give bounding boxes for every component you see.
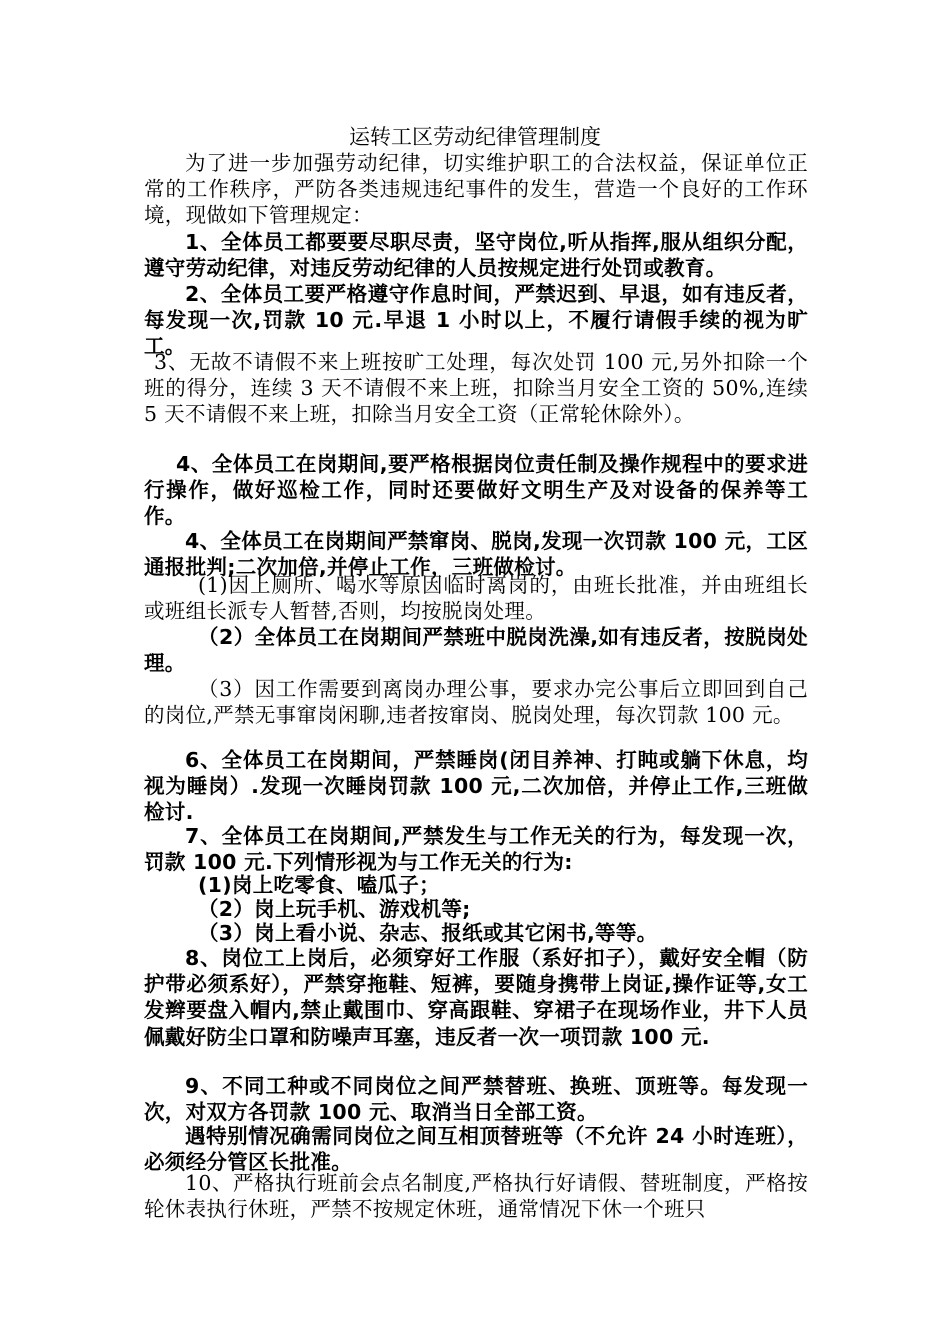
- rule-7-paragraph: 7、全体员工在岗期间,严禁发生与工作无关的行为，每发现一次，罚款 100 元.下列情形视为与工作无关的行为:: [144, 824, 808, 875]
- rule-1-paragraph: 1、全体员工都要要尽职尽责，坚守岗位,听从指挥,服从组织分配，遵守劳动纪律，对违反劳动纪律的人员按规定进行处罚或教育。: [144, 230, 808, 281]
- rule-7-item-3: （3）岗上看小说、杂志、报纸或其它闲书,等等。: [198, 921, 658, 945]
- rule-4b-item-3: （3）因工作需要到离岗办理公事，要求办完公事后立即回到自己的岗位,严禁无事窜岗闲聊,违者按窜岗、脱岗处理，每次罚款 100 元。: [144, 677, 808, 728]
- document-title: 运转工区劳动纪律管理制度: [349, 125, 601, 149]
- rule-10-paragraph: 10、严格执行班前会点名制度,严格执行好请假、替班制度，严格按轮休表执行休班，严禁不按规定休班，通常情况下休一个班只: [144, 1171, 808, 1222]
- rule-9-paragraph: 9、不同工种或不同岗位之间严禁替班、换班、顶班等。每发现一次，对双方各罚款 100 元、取消当日全部工资。: [144, 1074, 808, 1125]
- rule-4b-paragraph: 4、全体员工在岗期间严禁窜岗、脱岗,发现一次罚款 100 元，工区通报批判;二次加倍,并停止工作，三班做检讨。: [144, 529, 808, 580]
- rule-7-item-2: （2）岗上玩手机、游戏机等;: [198, 897, 471, 921]
- rule-7-item-1: (1)岗上吃零食、嗑瓜子；: [198, 873, 440, 897]
- rule-4b-item-2: （2）全体员工在岗期间严禁班中脱岗洗澡,如有违反者，按脱岗处理。: [144, 625, 808, 676]
- rule-4a-paragraph: 4、全体员工在岗期间,要严格根据岗位责任制及操作规程中的要求进行操作，做好巡检工作，同时还要做好文明生产及对设备的保养等工作。: [144, 452, 808, 529]
- rule-9-exception-paragraph: 遇特别情况确需同岗位之间互相顶替班等（不允许 24 小时连班），必须经分管区长批准。: [144, 1124, 808, 1175]
- rule-6-paragraph: 6、全体员工在岗期间，严禁睡岗(闭目养神、打盹或躺下休息，均视为睡岗）.发现一次睡岗罚款 100 元,二次加倍，并停止工作,三班做检讨.: [144, 748, 808, 825]
- intro-paragraph: 为了进一步加强劳动纪律，切实维护职工的合法权益，保证单位正常的工作秩序，严防各类违规违纪事件的发生，营造一个良好的工作环境，现做如下管理规定：: [144, 151, 808, 228]
- rule-8-paragraph: 8、岗位工上岗后，必须穿好工作服（系好扣子），戴好安全帽（防护带必须系好），严禁穿拖鞋、短裤，要随身携带上岗证,操作证等,女工发辫要盘入帽内,禁止戴围巾、穿高跟鞋、穿裙子在现场作业，井下人员佩戴好防尘口罩和防噪声耳塞，违反者一次一项罚款 100 元.: [144, 946, 808, 1049]
- rule-2-paragraph: 2、全体员工要严格遵守作息时间，严禁迟到、早退，如有违反者，每发现一次,罚款 10 元.早退 1 小时以上，不履行请假手续的视为旷工。: [144, 282, 808, 359]
- rule-3-paragraph: 3、无故不请假不来上班按旷工处理，每次处罚 100 元,另外扣除一个班的得分，连续 3 天不请假不来上班，扣除当月安全工资的 50%,连续 5 天不请假不来上班，扣除当月安全工资（正常轮休除外）。: [144, 350, 808, 427]
- rule-4b-item-1: (1)因上厕所、喝水等原因临时离岗的，由班长批准，并由班组长或班组长派专人暂替,否则，均按脱岗处理。: [144, 573, 808, 624]
